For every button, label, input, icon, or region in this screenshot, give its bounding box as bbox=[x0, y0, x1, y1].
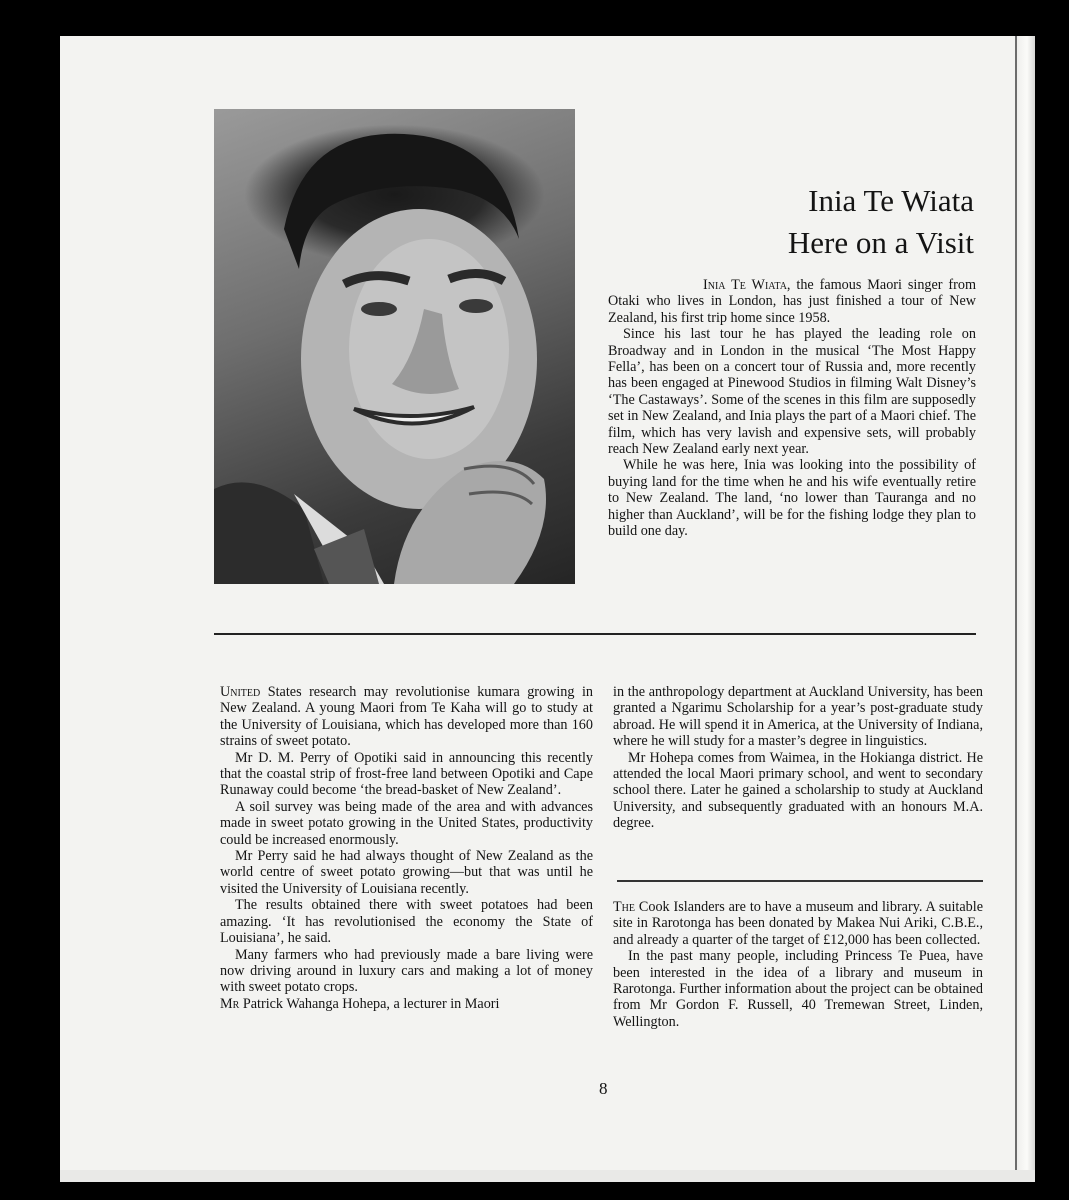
hohepa-lead-word: Mr bbox=[220, 995, 240, 1012]
kumara-article bbox=[220, 684, 593, 1012]
intro-paragraph-2: Since his last tour he has played the leading role on Broadway and in London in the musical ‘The Most Happy Fella’, has been on a concert tour of Russia and, more recently has been engaged at Pinewood Studios in filming Walt Disney’s ‘The Castaways’. Some of the scenes in this film are supposedly set in New Zealand, and Inia plays the part of a Maori chief. The film, which has very lavish and expensive sets, will probably reach New Zealand early next year. bbox=[608, 326, 976, 458]
page-number: 8 bbox=[599, 1079, 608, 1098]
hohepa-article bbox=[613, 684, 983, 832]
intro-paragraph-1 bbox=[608, 277, 976, 326]
intro-article bbox=[608, 277, 976, 540]
portrait-photo bbox=[214, 109, 575, 584]
intro-paragraph-3: While he was here, Inia was looking into the possibility of buying land for the time when he and his wife eventually retire to New Zealand. The land, ‘no lower than Tauranga and no higher than Auckland’, will be for the fishing lodge they plan to build one day. bbox=[608, 457, 976, 540]
kumara-paragraph-1 bbox=[220, 684, 593, 750]
cook-lead-rest: Cook Islanders are to have a museum and library. A suitable site in Rarotonga has been donated by Makea Nui Ariki, C.B.E., and already a quarter of the target of £12,000 has been collected. bbox=[613, 899, 983, 948]
hohepa-paragraph-lead bbox=[220, 996, 593, 1012]
intro-lead-name: Inia Te Wiata, bbox=[703, 277, 791, 293]
page-bottom-edge bbox=[60, 1170, 1035, 1182]
kumara-paragraph-5: The results obtained there with sweet potatoes had been amazing. ‘It has revolutionised the economy the State of Louisiana’, he said. bbox=[220, 897, 593, 947]
section-divider bbox=[214, 633, 976, 635]
cook-paragraph-1 bbox=[613, 899, 983, 948]
cook-lead-word: The bbox=[613, 899, 635, 915]
hohepa-paragraph-2: Mr Hohepa comes from Waimea, in the Hokianga district. He attended the local Maori primary school, and went to secondary school there. Later he gained a scholarship to study at Auckland University, and subsequently graduated with an honours M.A. degree. bbox=[613, 749, 983, 832]
intro-lead-rest: the famous Maori singer from Otaki who lives in London, has just finished a tour of New Zealand, his first trip home since 1958. bbox=[608, 277, 977, 326]
title-line-1: Inia Te Wiata bbox=[808, 183, 974, 218]
kumara-paragraph-2: Mr D. M. Perry of Opotiki said in announcing this recently that the coastal strip of frost-free land between Opotiki and Cape Runaway could become ‘the bread-basket of New Zealand’. bbox=[220, 749, 593, 799]
kumara-paragraph-4: Mr Perry said he had always thought of New Zealand as the world centre of sweet potato growing—but that was until he visited the University of Louisiana recently. bbox=[220, 848, 593, 897]
kumara-paragraph-3: A soil survey was being made of the area and with advances made in sweet potato growing in the United States, productivity could be increased enormously. bbox=[220, 798, 593, 848]
article-title bbox=[788, 180, 974, 264]
facing-page-edge bbox=[1015, 36, 1035, 1182]
title-line-2: Here on a Visit bbox=[787, 225, 974, 260]
column-divider bbox=[617, 880, 983, 882]
cook-islands-article bbox=[613, 899, 983, 1030]
kumara-lead-word: United bbox=[220, 684, 261, 700]
hohepa-paragraph-1: in the anthropology department at Auckland University, has been granted a Ngarimu Scholarship for a year’s post-graduate study abroad. He will spend it in America, at the University of Indiana, where he will study for a master’s degree in linguistics. bbox=[613, 684, 983, 750]
kumara-lead-rest: States research may revolutionise kumara growing in New Zealand. A young Maori from Te Kaha will go to study at the University of Louisiana, which has developed more than 160 strains of sweet potato. bbox=[220, 684, 593, 750]
hohepa-lead-rest: Patrick Wahanga Hohepa, a lecturer in Maori bbox=[239, 995, 500, 1012]
cook-paragraph-2: In the past many people, including Princess Te Puea, have been interested in the idea of a library and museum in Rarotonga. Further information about the project can be obtained from Mr Gordon F. Russell, 40 Tremewan Street, Linden, Wellington. bbox=[613, 948, 983, 1030]
kumara-paragraph-6: Many farmers who had previously made a bare living were now driving around in luxury cars and making a lot of money with sweet potato crops. bbox=[220, 946, 593, 996]
